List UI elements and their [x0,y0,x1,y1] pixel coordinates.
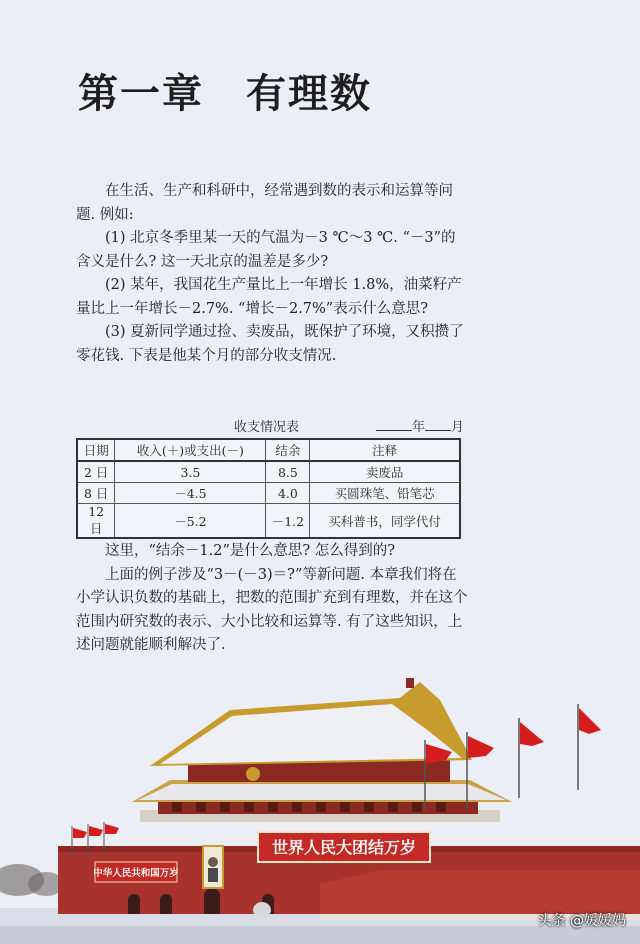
chapter-title: 第一章 有理数 [78,71,372,117]
banner-left-text: 中华人民共和国万岁 [93,868,179,879]
header-note: 注释 [310,439,460,461]
table-title: 收支情况表 [234,420,300,435]
cell-date: 8 日 [77,483,115,504]
example-2-paragraph: (2) 某年，我国花生产量比上一年增长 1.8%，油菜籽产量比上一年增长－2.7%. “增长－2.7%”表示什么意思? [76,277,462,317]
cell-date: 12 日 [77,504,115,539]
table-row [77,483,460,504]
table-date [376,416,464,435]
header-date: 日期 [77,439,115,461]
month-label: 月 [450,420,464,435]
month-blank [425,418,451,431]
table-caption [76,416,468,436]
cell-note: 买科普书，同学代付 [310,504,460,539]
intro-text [76,180,468,368]
stone-lion [253,902,271,918]
header-balance: 结余 [266,439,310,461]
cell-balance: 4.0 [266,483,310,504]
example-3-paragraph: (3) 夏新同学通过捡、卖废品，既保护了环境，又积攒了零花钱. 下表是他某个月的部分收支情况. [76,324,464,364]
source-watermark: 头条 @媛媛妈 [537,913,626,929]
chapter-overview-paragraph: 上面的例子涉及“3－(－3)＝?”等新问题. 本章我们将在小学认识负数的基础上，把数的范围扩充到有理数，并在这个范围内研究数的表示、大小比较和运算等. 有了这些知识，上述问题就能顺利解决了. [76,566,468,653]
header-amount: 收入(＋)或支出(－) [115,439,266,461]
cell-note: 卖废品 [310,461,460,483]
intro-paragraph: 在生活、生产和科研中，经常遇到数的表示和运算等问题. 例如: [76,183,453,223]
winter-trees [0,864,64,896]
cell-date: 2 日 [77,461,115,483]
tiananmen-illustration [0,670,640,944]
example-1-paragraph: (1) 北京冬季里某一天的气温为－3 ℃～3 ℃. “－3”的含义是什么? 这一天北京的温差是多少? [76,230,456,270]
cell-balance: －1.2 [266,504,310,539]
national-emblem [246,767,260,781]
table-header-row [77,439,460,461]
balance-question-paragraph: 这里，“结余－1.2”是什么意思? 怎么得到的? [105,543,396,559]
year-label: 年 [411,420,425,435]
table-row [77,504,460,539]
banner-right-text: 世界人民大团结万岁 [271,838,417,857]
year-blank [376,418,412,431]
cell-amount: －4.5 [115,483,266,504]
cell-amount: 3.5 [115,461,266,483]
after-table-text [76,540,468,658]
cell-amount: －5.2 [115,504,266,539]
income-expense-table [76,438,461,539]
cell-balance: 8.5 [266,461,310,483]
table-row [77,461,460,483]
cell-note: 买圆珠笔、铅笔芯 [310,483,460,504]
